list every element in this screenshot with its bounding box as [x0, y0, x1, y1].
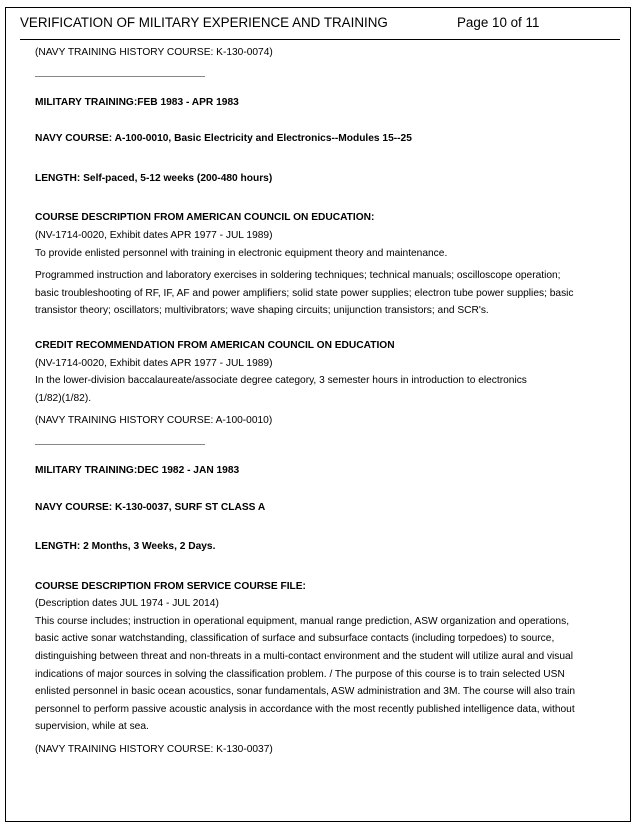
course-description-line: enlisted personnel in basic ocean acoustics, sonar fundamentals, ASW administration and 3M. The course will also train: [35, 686, 576, 698]
military-training-dates: MILITARY TRAINING:DEC 1982 - JAN 1983: [35, 464, 240, 476]
course-description-paragraph: [35, 267, 605, 320]
section-separator: [35, 444, 205, 445]
training-history-course: (NAVY TRAINING HISTORY COURSE: K-130-0037): [35, 744, 273, 756]
course-description-heading: COURSE DESCRIPTION FROM SERVICE COURSE FILE:: [35, 580, 306, 592]
navy-course: NAVY COURSE: A-100-0010, Basic Electricity and Electronics--Modules 15--25: [35, 133, 412, 145]
section-separator: [35, 76, 205, 77]
course-description-line: indications of major sources in solving the classification problem. / The purpose of this course is to train selected USN: [35, 668, 565, 680]
credit-recommendation-heading: CREDIT RECOMMENDATION FROM AMERICAN COUNCIL ON EDUCATION: [35, 339, 395, 351]
course-description-line: Programmed instruction and laboratory exercises in soldering techniques; technical manuals; oscilloscope operation;: [35, 270, 561, 282]
training-history-course: (NAVY TRAINING HISTORY COURSE: A-100-0010): [35, 415, 273, 427]
course-description-line: basic active sonar watchstanding, classification of surface and subsurface contacts (including torpedoes) to source,: [35, 633, 555, 645]
page-number: Page 10 of 11: [457, 15, 540, 30]
credit-recommendation-line: (1/82)(1/82).: [35, 392, 92, 404]
course-description-heading: COURSE DESCRIPTION FROM AMERICAN COUNCIL ON EDUCATION:: [35, 212, 375, 224]
training-history-course: (NAVY TRAINING HISTORY COURSE: K-130-0074): [35, 47, 273, 58]
course-length: LENGTH: Self-paced, 5-12 weeks (200-480 hours): [35, 172, 273, 184]
course-description-line: personnel to perform passive acoustic analysis in accordance with the most recently published intelligence data, without: [35, 703, 575, 715]
credit-recommendation-exhibit: (NV-1714-0020, Exhibit dates APR 1977 - JUL 1989): [35, 357, 273, 369]
credit-recommendation-line: In the lower-division baccalaureate/associate degree category, 3 semester hours in introduction to electronics: [35, 375, 527, 387]
course-length: LENGTH: 2 Months, 3 Weeks, 2 Days.: [35, 541, 216, 553]
page-header: [20, 12, 620, 36]
course-description-text: To provide enlisted personnel with training in electronic equipment theory and maintenance.: [35, 247, 448, 259]
course-description-dates: (Description dates JUL 1974 - JUL 2014): [35, 598, 219, 610]
course-description-line: supervision, while at sea.: [35, 721, 149, 733]
course-description-line: distinguishing between threat and non-threats in a multi-contact environment and the student will utilize aural and visual: [35, 651, 573, 663]
navy-course: NAVY COURSE: K-130-0037, SURF ST CLASS A: [35, 501, 266, 513]
header-divider: [20, 39, 620, 40]
course-description-exhibit: (NV-1714-0020, Exhibit dates APR 1977 - JUL 1989): [35, 229, 273, 241]
document-content: [35, 44, 605, 759]
course-description-line: This course includes; instruction in operational equipment, manual range prediction, ASW organization and operations,: [35, 615, 570, 627]
header-title: VERIFICATION OF MILITARY EXPERIENCE AND TRAINING: [20, 15, 388, 30]
course-description-line: transistor theory; oscillators; multivibrators; wave shaping circuits; unijunction transistors; and SCR's.: [35, 305, 489, 317]
course-description-line: basic troubleshooting of RF, IF, AF and power amplifiers; solid state power supplies; electron tube power supplies; basic: [35, 287, 574, 299]
military-training-dates: MILITARY TRAINING:FEB 1983 - APR 1983: [35, 96, 239, 108]
